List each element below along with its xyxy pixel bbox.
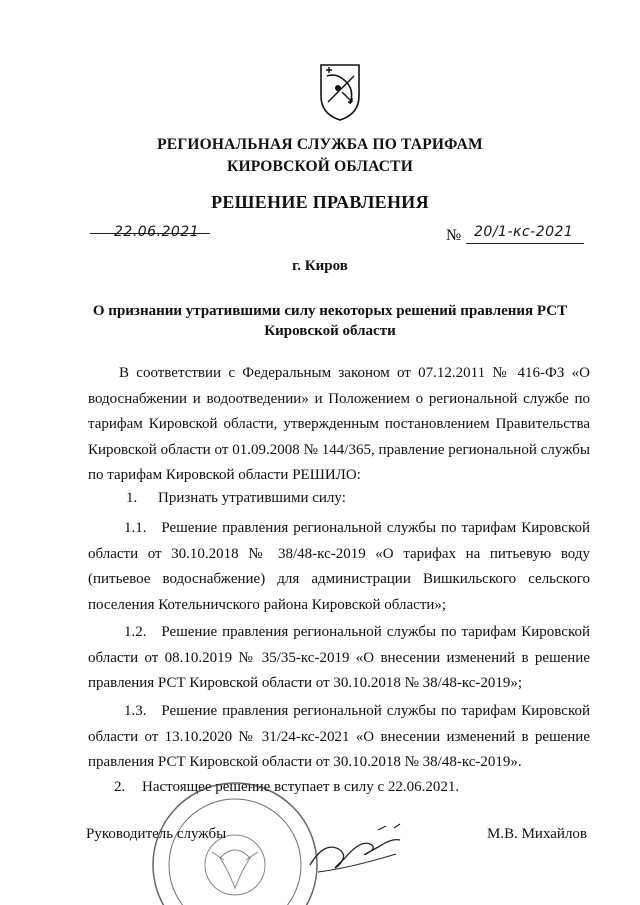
subitem-1-2-text: Решение правления региональной службы по тарифам Кировской области от 08.10.2019 № 35/35-кс-2019 «О внесении изменений в решение правления РСТ Кировской области от 30.10.2018 № 38/48-кс-2019»; [88, 624, 591, 692]
subitem-1-1-number: 1.1. [124, 520, 147, 536]
number-label: № [446, 227, 462, 244]
org-name-line2: КИРОВСКОЙ ОБЛАСТИ [227, 158, 413, 175]
handwritten-signature [300, 810, 420, 880]
document-date: 22.06.2021 [114, 224, 200, 240]
subitem-1-1 [88, 516, 590, 618]
signatory-position: Руководитель службы [86, 826, 227, 842]
subitem-1-2 [88, 620, 590, 697]
document-number: 20/1-кс-2021 [474, 224, 574, 240]
number-underline [466, 243, 584, 244]
subitem-1-3-text: Решение правления региональной службы по тарифам Кировской области от 13.10.2020 № 31/24-кс-2021 «О внесении изменений в решение правления РСТ Кировской области от 30.10.2018 № 38/48-кс-2019». [88, 703, 591, 771]
item-2-number: 2. [114, 779, 126, 795]
intro-paragraph: В соответствии с Федеральным законом от 07.12.2011 № 416-ФЗ «О водоснабжении и водоотведении» и Положением о региональной службе по тарифам Кировской области, утвержденным постановлением Правительства Кировской области от 01.09.2008 № 144/365, правление региональной службы по тарифам Кировской области РЕШИЛО: [88, 365, 590, 484]
document-title: РЕШЕНИЕ ПРАВЛЕНИЯ [211, 192, 429, 212]
item-1 [126, 490, 346, 507]
document-subject: О признании утратившими силу некоторых решений правления РСТ Кировской области [92, 303, 568, 339]
subitem-1-3 [88, 699, 590, 776]
official-stamp [150, 770, 320, 905]
subitem-1-2-number: 1.2. [124, 624, 147, 640]
item-2-text: Настоящее решение вступает в силу с 22.06.2021. [142, 779, 460, 795]
coat-of-arms-icon [318, 62, 362, 122]
item-1-text: Признать утратившими силу: [158, 490, 346, 506]
item-1-number: 1. [126, 490, 138, 506]
org-name-line1: РЕГИОНАЛЬНАЯ СЛУЖБА ПО ТАРИФАМ [157, 136, 483, 153]
city: г. Киров [292, 258, 348, 274]
signatory-name: М.В. Михайлов [487, 826, 588, 842]
subitem-1-3-number: 1.3. [124, 703, 147, 719]
subitem-1-1-text: Решение правления региональной службы по тарифам Кировской области от 30.10.2018 № 38/48-кс-2019 «О тарифах на питьевую воду (питьевое водоснабжение) для администрации Вишкильского сельского поселения Котельничского района Кировской области»; [88, 520, 591, 613]
